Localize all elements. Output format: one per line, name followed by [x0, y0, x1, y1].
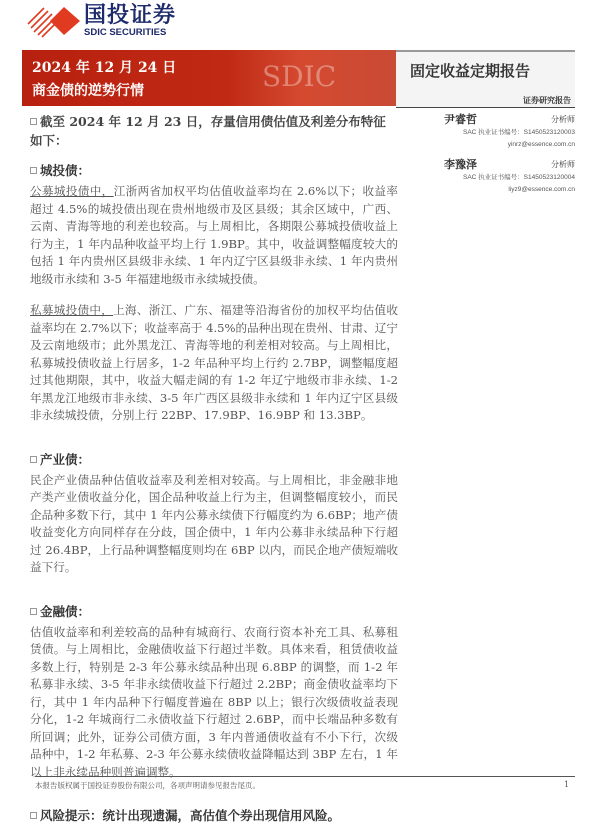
analyst-role: 分析师 — [551, 115, 575, 124]
logo-cn: 国投证券 — [84, 3, 177, 28]
paragraph-text: 江浙两省加权平均估值收益率均在 2.6%以下；收益率超过 4.5%的城投债出现在贵州地级市及区县级；其余区域中，广西、云南、青海等地的利差也较高。与上周相比，各期限公募城投债收益上行为主，1 年内品种收益平均上行 1.9BP。其中，收益调整幅度较大的包括 1 年内贵州区县级非永续、1 年内辽宁区县级非永续、1 年内贵州地级市永续和 3-5 年福建地级市永续城投债。 — [30, 184, 398, 286]
section-heading — [30, 162, 398, 179]
report-title: 商金债的逆势行情 — [32, 83, 144, 99]
report-date: 2024 年 12 月 24 日 — [32, 60, 177, 76]
paragraph — [30, 302, 398, 425]
paragraph — [30, 472, 398, 577]
paragraph-text: 民企产业债品种估值收益率及利差相对较高。与上周相比，非金融非地产类产业债收益分化，国企品种收益上行为主，但调整幅度较小，而民企品种多数下行，其中 1 年内公募永续债下行幅度约为 6.6BP；地产债收益变化方向同样存在分歧，国企债中，1 年内公募非永续品种下行超过 26.4BP，上行品种调整幅度则均在 6BP 以内，而民企地产债短端收益下行。 — [30, 472, 398, 574]
bullet-box-icon — [30, 812, 37, 819]
heading-text: 产业债： — [40, 451, 91, 467]
paragraph-lead: 私募城投债中， — [30, 303, 114, 317]
footer-disclaimer: 本报告版权属于国投证券股份有限公司，各项声明请参见报告尾页。 — [35, 781, 260, 790]
bullet-box-icon — [30, 456, 37, 463]
section-heading — [30, 451, 398, 468]
report-type-box — [396, 50, 575, 94]
report-label: 证券研究报告 — [523, 95, 571, 105]
lead-summary — [30, 112, 398, 150]
heading-text: 金融债： — [40, 603, 91, 619]
banner-watermark: SDIC — [262, 60, 337, 93]
heading-text: 城投债： — [40, 163, 91, 178]
analyst-role: 分析师 — [551, 160, 575, 169]
lead-text: 截至 2024 年 12 月 23 日，存量信用债估值及利差分布特征如下： — [30, 114, 386, 148]
analyst-card — [410, 158, 575, 198]
analyst-card — [410, 113, 575, 153]
logo-mark-icon — [26, 4, 82, 38]
paragraph — [30, 624, 398, 782]
risk-warning — [30, 807, 398, 824]
bullet-box-icon — [30, 608, 37, 615]
company-logo — [26, 4, 176, 38]
section-heading — [30, 603, 398, 620]
main-column — [30, 112, 398, 828]
analyst-email[interactable]: yinrz@essence.com.cn — [507, 141, 575, 148]
footer-divider — [35, 776, 575, 777]
analyst-name: 李豫泽 — [444, 158, 477, 171]
paragraph — [30, 183, 398, 288]
page-number: 1 — [564, 780, 570, 789]
paragraph-lead: 公募城投债中， — [30, 184, 114, 198]
analyst-email[interactable]: liyz9@essence.com.cn — [508, 186, 575, 193]
risk-text: 风险提示：统计出现遗漏，高估值个券出现信用风险。 — [40, 808, 341, 823]
analyst-name: 尹睿哲 — [444, 113, 477, 126]
bullet-box-icon — [30, 118, 37, 125]
logo-en: SDIC SECURITIES — [84, 27, 167, 38]
analyst-sac: SAC 执业证书编号：S1450523120004 — [462, 174, 575, 181]
report-label-box — [396, 94, 575, 108]
paragraph-text: 估值收益率和利差较高的品种有城商行、农商行资本补充工具、私募租赁债。与上周相比，金融债收益下行超过半数。具体来看，租赁债收益多数上行，特别是 2-3 年公募永续品种出现 6.8BP 的调整，而 1-2 年私募非永续、3-5 年非永续债收益下行超过 2.2BP；商金债收益率均下行，其中 1 年内品种下行幅度普遍在 8BP 以上；银行次级债收益表现分化，1-2 年城商行二永债收益下行超过 2.6BP，而中长端品种多数有所回调；此外，证券公司债方面，3 年内普通债收益有不小下行，次级品种中，1-2 年私募、2-3 年公募永续债收益降幅达到 3BP 左右，1 年以上非永续品种则普遍调整。 — [30, 624, 398, 779]
bullet-box-icon — [30, 167, 37, 174]
paragraph-text: 上海、浙江、广东、福建等沿海省份的加权平均估值收益率均在 2.7%以下；收益率高于 4.5%的品种出现在贵州、甘肃、辽宁及云南地级市；此外黑龙江、青海等地的利差相对较高。与上周相比，私募城投债收益上行居多，1-2 年品种平均上行约 2.7BP，调整幅度超过其他期限，其中，收益大幅走阔的有 1-2 年辽宁地级市非永续、1-2 年黑龙江地级市非永续、3-5 年广西区县级非永续和 1 年内辽宁区县级非永续城投债，分别上行 22BP、17.9BP、16.9BP 和 13.3BP。 — [30, 303, 398, 422]
report-type: 固定收益定期报告 — [410, 62, 531, 80]
analyst-sac: SAC 执业证书编号：S1450523120003 — [462, 129, 575, 136]
report-banner — [22, 50, 396, 106]
